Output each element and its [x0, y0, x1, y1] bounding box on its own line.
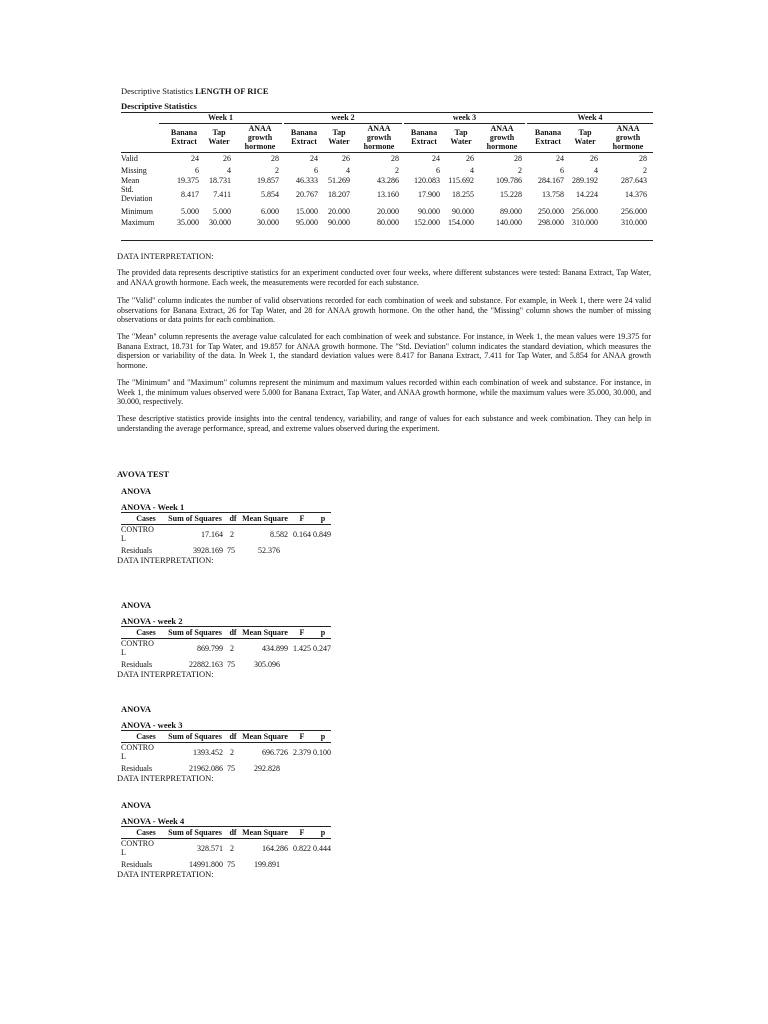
table-cell: 115.692 — [448, 176, 474, 185]
week-header-1: Week 1 — [159, 113, 282, 124]
anova-cell: 328.571 — [197, 844, 223, 853]
substance-header: Tap Water — [328, 128, 350, 146]
table-cell: 284.167 — [538, 176, 564, 185]
anova-cell: 292.828 — [254, 764, 280, 773]
table-cell: 4 — [346, 166, 350, 175]
anova-row-label-control: CONTRO L — [121, 525, 154, 543]
anova-column-header: Mean Square — [242, 828, 288, 837]
anova-cell: 869.799 — [197, 644, 223, 653]
anova-column-header: F — [299, 732, 305, 741]
table-cell: 310.000 — [572, 218, 598, 227]
table-cell: 20.000 — [377, 207, 399, 216]
anova-cell: 75 — [227, 764, 235, 773]
table-cell: 256.000 — [572, 207, 598, 216]
substance-header: Tap Water — [574, 128, 596, 146]
anova-row-label-control: CONTRO L — [121, 639, 154, 657]
table-cell: 2 — [643, 166, 647, 175]
anova-cell: 1393.452 — [193, 748, 223, 757]
table-cell: 6 — [314, 166, 318, 175]
anova-column-header: df — [229, 628, 237, 637]
interpretation-paragraph-1: The provided data represents descriptive statistics for an experiment conducted over four weeks, where different substances were tested: Banana Extract, Tap Water, and ANAA growth hormone. Each week, the measurements were recorded for each substance. — [117, 268, 651, 287]
table-cell: 26 — [466, 154, 474, 163]
anova-column-header: df — [229, 828, 237, 837]
anova-row-label-residuals: Residuals — [121, 546, 153, 555]
table-cell: 13.160 — [377, 190, 399, 199]
document-title — [121, 86, 269, 96]
anova-cell: 22882.163 — [189, 660, 223, 669]
table-cell: 4 — [594, 166, 598, 175]
table-cell: 2 — [518, 166, 522, 175]
table-cell: 90.000 — [452, 207, 474, 216]
table-rule-header — [121, 152, 653, 153]
anova-cell: 2 — [230, 748, 234, 757]
row-label: Maximum — [121, 218, 155, 227]
table-cell: 287.643 — [621, 176, 647, 185]
anova-interpretation-label: DATA INTERPRETATION: — [117, 773, 214, 783]
anova-column-header: Mean Square — [242, 732, 288, 741]
anova-cell: 0.100 — [313, 748, 331, 757]
table-cell: 24 — [310, 154, 318, 163]
table-cell: 26 — [223, 154, 231, 163]
table-cell: 289.192 — [572, 176, 598, 185]
anova-cell: 75 — [227, 860, 235, 869]
table-cell: 46.333 — [296, 176, 318, 185]
table-cell: 18.207 — [328, 190, 350, 199]
anova-row-label-control: CONTRO L — [121, 743, 154, 761]
anova-column-header: Cases — [136, 828, 156, 837]
table-cell: 26 — [342, 154, 350, 163]
table-cell: 20.767 — [296, 190, 318, 199]
anova-cell: 199.891 — [254, 860, 280, 869]
anova-cell: 0.164 — [293, 530, 311, 539]
anova-cell: 3928.169 — [193, 546, 223, 555]
table-cell: 15.228 — [500, 190, 522, 199]
anova-cell: 0.849 — [313, 530, 331, 539]
anova-cell: 2 — [230, 530, 234, 539]
anova-column-header: Cases — [136, 628, 156, 637]
substance-header: Tap Water — [450, 128, 472, 146]
anova-cell: 696.726 — [262, 748, 288, 757]
table-cell: 6 — [436, 166, 440, 175]
anova-cell: 14991.800 — [189, 860, 223, 869]
anova-subheading: ANOVA - Week 1 — [121, 502, 185, 512]
table-cell: 2 — [275, 166, 279, 175]
table-cell: 20.000 — [328, 207, 350, 216]
anova-heading: ANOVA — [121, 800, 152, 810]
row-label: Mean — [121, 176, 140, 185]
table-cell: 28 — [514, 154, 522, 163]
table-cell: 298.000 — [538, 218, 564, 227]
table-cell: 26 — [590, 154, 598, 163]
interpretation-paragraph-4: The "Minimum" and "Maximum" columns represent the minimum and maximum values recorded within each combination of week and substance. For instance, in Week 1, the minimum values observed were 5.000 for Banana Extract, Tap Water, and ANAA growth hormone, while the maximum values were 35.000, 30.000, and 30.000, respectively. — [117, 378, 651, 407]
table-cell: 310.000 — [621, 218, 647, 227]
anova-column-header: F — [299, 514, 305, 523]
table-cell: 6.000 — [261, 207, 279, 216]
table-cell: 250.000 — [538, 207, 564, 216]
row-label: Missing — [121, 166, 147, 175]
table-subtitle: Descriptive Statistics — [121, 101, 197, 111]
table-cell: 2 — [395, 166, 399, 175]
anova-row-label-control: CONTRO L — [121, 839, 154, 857]
table-cell: 24 — [191, 154, 199, 163]
table-cell: 140.000 — [496, 218, 522, 227]
anova-cell: 434.899 — [262, 644, 288, 653]
anova-rule-top — [121, 626, 331, 627]
table-cell: 24 — [556, 154, 564, 163]
anova-column-header: Sum of Squares — [168, 828, 222, 837]
anova-row-label-residuals: Residuals — [121, 660, 153, 669]
table-cell: 19.857 — [257, 176, 279, 185]
anova-cell: 2 — [230, 644, 234, 653]
table-cell: 109.786 — [496, 176, 522, 185]
row-label: Std. Deviation — [121, 185, 153, 203]
table-cell: 8.417 — [181, 190, 199, 199]
anova-column-header: Cases — [136, 514, 156, 523]
anova-interpretation-label: DATA INTERPRETATION: — [117, 869, 214, 879]
anova-row-label-residuals: Residuals — [121, 764, 153, 773]
table-cell: 18.731 — [209, 176, 231, 185]
table-cell: 14.376 — [625, 190, 647, 199]
week-header-4: Week 4 — [527, 113, 653, 124]
table-cell: 90.000 — [328, 218, 350, 227]
table-cell: 154.000 — [448, 218, 474, 227]
table-cell: 15.000 — [296, 207, 318, 216]
anova-heading: ANOVA — [121, 486, 152, 496]
substance-header: Banana Extract — [534, 128, 562, 146]
anova-column-header: F — [299, 628, 305, 637]
anova-cell: 0.444 — [313, 844, 331, 853]
anova-heading: ANOVA — [121, 600, 152, 610]
table-cell: 4 — [470, 166, 474, 175]
table-cell: 152.000 — [414, 218, 440, 227]
anova-subheading: ANOVA - week 2 — [121, 616, 183, 626]
anova-column-header: Mean Square — [242, 628, 288, 637]
anova-column-header: df — [229, 514, 237, 523]
substance-header: ANAA growth hormone — [363, 124, 395, 151]
interpretation-paragraph-2: The "Valid" column indicates the number of valid observations recorded for each combination of week and substance. For example, in Week 1, there were 24 valid observations for Banana Extract, 26 for Tap Water, and 28 for ANAA growth hormone. On the other hand, the "Missing" column shows the number of missing observations or data points for each combination. — [117, 296, 651, 325]
anova-column-header: df — [229, 732, 237, 741]
anova-cell: 52.376 — [258, 546, 280, 555]
anova-row-label-residuals: Residuals — [121, 860, 153, 869]
anova-heading: ANOVA — [121, 704, 152, 714]
anova-subheading: ANOVA - week 3 — [121, 720, 183, 730]
title-bold: LENGTH OF RICE — [195, 86, 269, 96]
anova-cell: 0.247 — [313, 644, 331, 653]
anova-cell: 17.164 — [201, 530, 223, 539]
anova-cell: 305.096 — [254, 660, 280, 669]
table-cell: 90.000 — [418, 207, 440, 216]
anova-cell: 1.425 — [293, 644, 311, 653]
interpretation-paragraph-3: The "Mean" column represents the average value calculated for each combination of week and substance. For instance, in Week 1, the mean values were 19.375 for Banana Extract, 18.731 for Tap Water, and 19.857 for ANAA growth hormone. The "Std. Deviation" column indicates the standard deviation, which measures the dispersion or variability of the data. In Week 1, the standard deviation values were 8.417 for Banana Extract, 7.411 for Tap Water, and 5.854 for ANAA growth hormone. — [117, 332, 651, 370]
table-cell: 5.000 — [213, 207, 231, 216]
row-label: Valid — [121, 154, 138, 163]
anova-cell: 2.379 — [293, 748, 311, 757]
table-cell: 7.411 — [213, 190, 231, 199]
substance-header: Banana Extract — [290, 128, 318, 146]
table-cell: 89.000 — [500, 207, 522, 216]
anova-rule-top — [121, 512, 331, 513]
table-cell: 28 — [639, 154, 647, 163]
table-cell: 5.000 — [181, 207, 199, 216]
anova-column-header: p — [320, 828, 326, 837]
table-cell: 5.854 — [261, 190, 279, 199]
anova-column-header: p — [320, 514, 326, 523]
anova-cell: 2 — [230, 844, 234, 853]
anova-column-header: Cases — [136, 732, 156, 741]
substance-header: ANAA growth hormone — [486, 124, 518, 151]
anova-column-header: Sum of Squares — [168, 628, 222, 637]
table-cell: 14.224 — [576, 190, 598, 199]
table-rule-bottom — [121, 240, 653, 241]
table-cell: 24 — [432, 154, 440, 163]
substance-header: Banana Extract — [170, 128, 198, 146]
table-cell: 35.000 — [177, 218, 199, 227]
anova-column-header: p — [320, 628, 326, 637]
anova-cell: 75 — [227, 546, 235, 555]
anova-interpretation-label: DATA INTERPRETATION: — [117, 555, 214, 565]
interpretation-paragraph-5: These descriptive statistics provide insights into the central tendency, variability, and range of values for each substance and week combination. They can help in understanding the average performance, spread, and extreme values observed during the experiment. — [117, 414, 651, 433]
table-cell: 6 — [560, 166, 564, 175]
anova-cell: 21962.086 — [189, 764, 223, 773]
anova-column-header: Mean Square — [242, 514, 288, 523]
substance-header: ANAA growth hormone — [612, 124, 644, 151]
substance-header: Tap Water — [208, 128, 230, 146]
table-cell: 30.000 — [257, 218, 279, 227]
table-cell: 30.000 — [209, 218, 231, 227]
anova-column-header: F — [299, 828, 305, 837]
table-cell: 28 — [271, 154, 279, 163]
table-cell: 4 — [227, 166, 231, 175]
table-cell: 19.375 — [177, 176, 199, 185]
table-cell: 13.758 — [542, 190, 564, 199]
table-cell: 6 — [195, 166, 199, 175]
anova-column-header: Sum of Squares — [168, 514, 222, 523]
table-cell: 43.286 — [377, 176, 399, 185]
anova-table-week-2 — [117, 600, 357, 690]
table-cell: 17.900 — [418, 190, 440, 199]
week-header-2: week 2 — [284, 113, 402, 124]
table-cell: 95.000 — [296, 218, 318, 227]
table-cell: 18.255 — [452, 190, 474, 199]
anova-table-week-1 — [117, 486, 357, 576]
row-label: Minimum — [121, 207, 154, 216]
anova-section-title: AVOVA TEST — [117, 469, 170, 479]
title-prefix: Descriptive Statistics — [121, 86, 196, 96]
anova-interpretation-label: DATA INTERPRETATION: — [117, 669, 214, 679]
anova-column-header: p — [320, 732, 326, 741]
anova-rule-top — [121, 826, 331, 827]
anova-cell: 164.286 — [262, 844, 288, 853]
table-cell: 51.269 — [328, 176, 350, 185]
anova-rule-top — [121, 730, 331, 731]
anova-table-week-3 — [117, 704, 357, 794]
table-cell: 80.000 — [377, 218, 399, 227]
anova-cell: 75 — [227, 660, 235, 669]
substance-header: ANAA growth hormone — [244, 124, 276, 151]
anova-column-header: Sum of Squares — [168, 732, 222, 741]
substance-header: Banana Extract — [410, 128, 438, 146]
week-header-3: week 3 — [404, 113, 525, 124]
anova-cell: 8.582 — [270, 530, 288, 539]
anova-subheading: ANOVA - Week 4 — [121, 816, 185, 826]
table-cell: 120.083 — [414, 176, 440, 185]
interpretation-heading: DATA INTERPRETATION: — [117, 251, 214, 261]
table-cell: 28 — [391, 154, 399, 163]
table-cell: 256.000 — [621, 207, 647, 216]
anova-cell: 0.822 — [293, 844, 311, 853]
anova-table-week-4 — [117, 800, 357, 890]
